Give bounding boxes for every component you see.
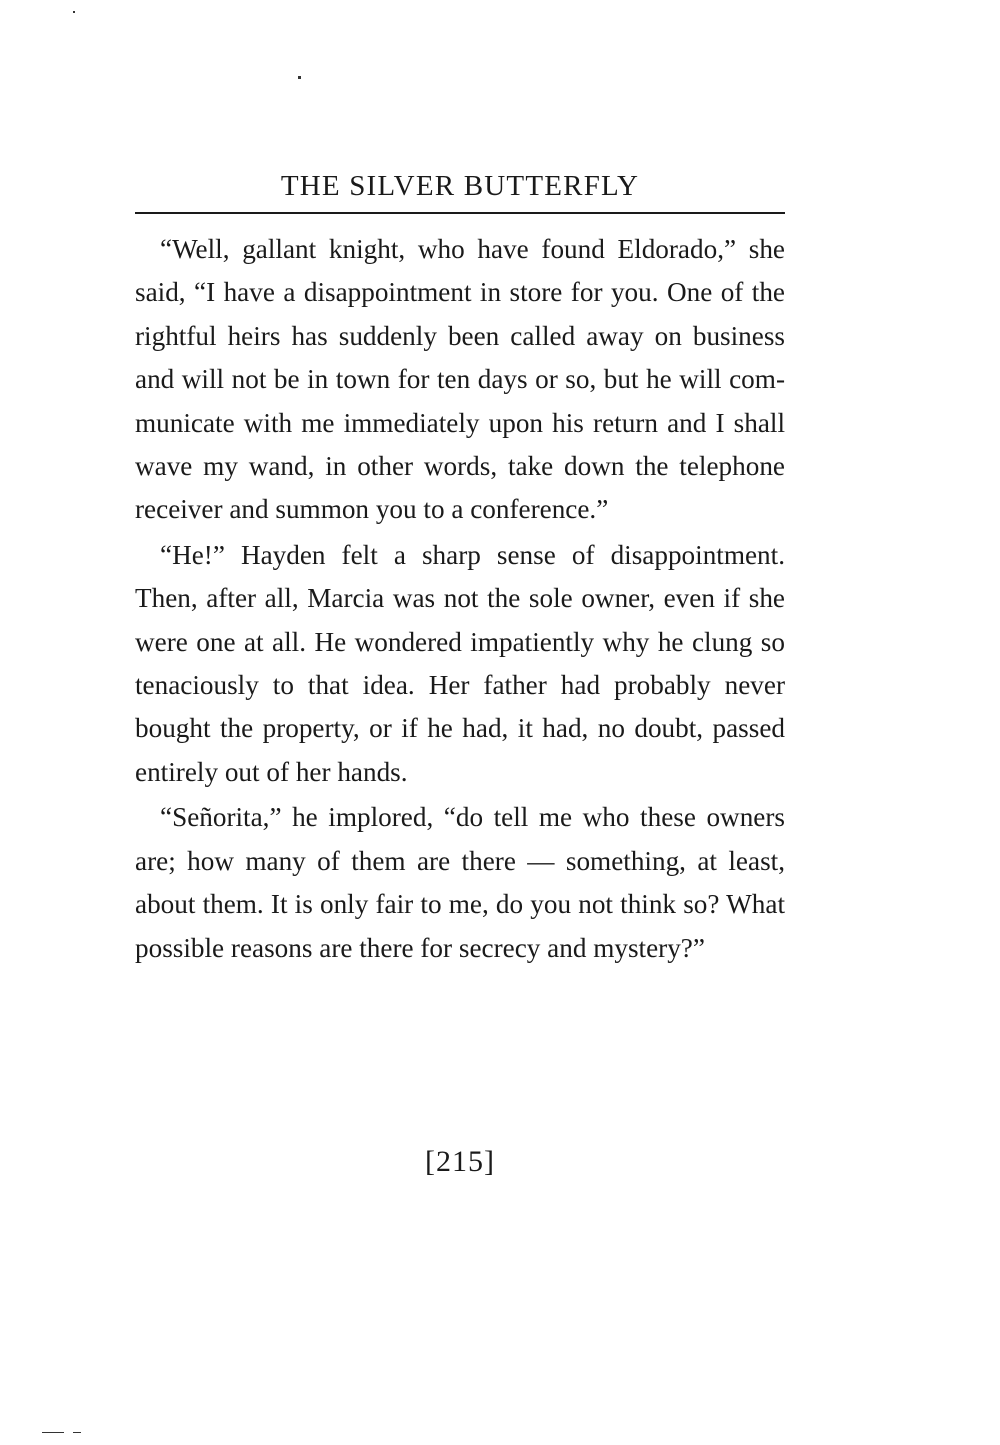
scan-speck: [42, 1432, 64, 1433]
paragraph: “Well, gallant knight, who have found Eldorado,” she said, “I have a disappointment in store for you. One of the rightful heirs has suddenly been called away on business and will not be in town for ten days or so, but he will communicate with me immediately upon his return and I shall wave my wand, in other words, take down the telephone receiver and summon you to a conference.”: [135, 234, 785, 525]
page-number: [215]: [425, 1145, 495, 1178]
scan-speck: [73, 11, 75, 13]
body-text: [135, 228, 785, 972]
running-head: THE SILVER BUTTERFLY: [280, 170, 640, 202]
scan-speck: [73, 1432, 81, 1433]
paragraph: “Señorita,” he implored, “do tell me who these owners are; how many of them are there — something, at least, about them. It is only fair to me, do you not think so? What possible reasons are there for secrecy and mystery?”: [135, 802, 785, 963]
paragraph: “He!” Hayden felt a sharp sense of disappointment. Then, after all, Marcia was not the sole owner, even if she were one at all. He wondered impatiently why he clung so tenaciously to that idea. Her father had probably never bought the property, or if he had, it had, no doubt, passed entirely out of her hands.: [135, 539, 785, 787]
scan-speck: [298, 76, 301, 79]
header-rule: [135, 212, 785, 214]
